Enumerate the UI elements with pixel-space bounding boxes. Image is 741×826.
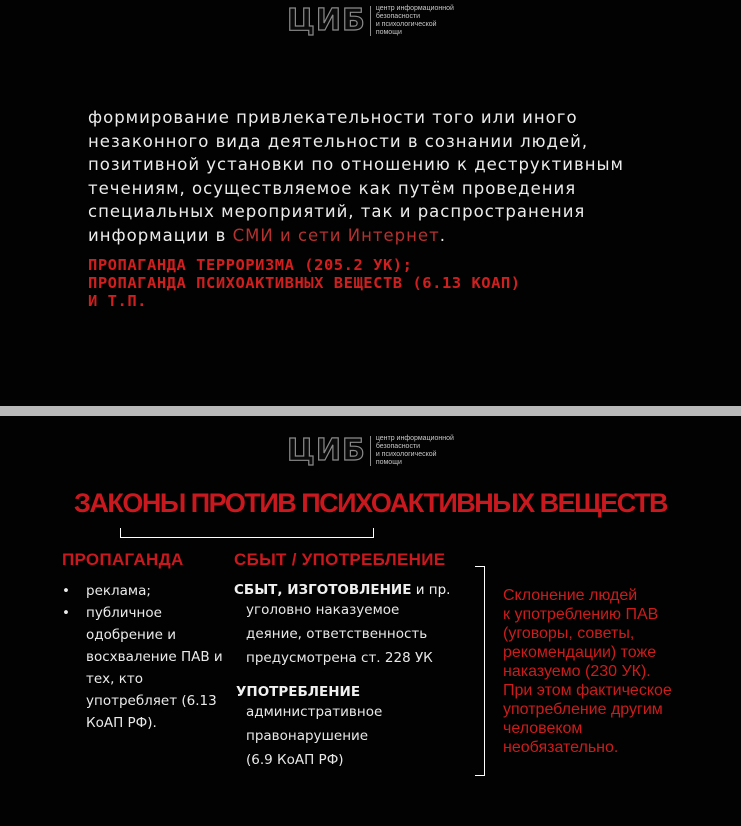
example-line: ПРОПАГАНДА ТЕРРОРИЗМА (205.2 УК); bbox=[88, 256, 413, 274]
sale-line: деяние, ответственность bbox=[246, 626, 428, 642]
logo-divider bbox=[370, 436, 371, 466]
logo bbox=[287, 5, 454, 37]
propaganda-list bbox=[62, 580, 232, 734]
use-line: правонарушение bbox=[246, 728, 369, 744]
sale-title-suffix: и пр. bbox=[411, 582, 451, 598]
sale-title: СБЫТ, ИЗГОТОВЛЕНИЕ bbox=[234, 582, 412, 598]
logo-caption-line: помощи bbox=[375, 459, 402, 466]
example-line: И Т.П. bbox=[88, 292, 147, 310]
use-description bbox=[246, 700, 382, 772]
use-line: административное bbox=[246, 704, 383, 720]
definition-main: формирование привлекательности того или иного незаконного вида деятельности в сознании людей, позитивной установки по отношению к деструктивным течениям, осуществляемое как путём проведения специальных мероприятий, так и распространения информации в bbox=[88, 108, 624, 245]
example-line: ПРОПАГАНДА ПСИХОАКТИВНЫХ ВЕЩЕСТВ (6.13 КОАП) bbox=[88, 274, 521, 292]
slide-laws bbox=[0, 416, 741, 826]
logo-mark: ЦИБ bbox=[287, 433, 366, 468]
note-line: необязательно. bbox=[503, 739, 619, 756]
sale-subheading bbox=[234, 582, 450, 598]
logo-caption bbox=[376, 435, 454, 467]
definition-text bbox=[88, 106, 698, 247]
list-item: • реклама; bbox=[62, 580, 232, 602]
propaganda-heading: ПРОПАГАНДА bbox=[62, 550, 184, 569]
note-line: Склонение людей bbox=[503, 587, 638, 604]
definition-end: . bbox=[439, 225, 446, 245]
note-line: (уговоры, советы, bbox=[503, 625, 635, 642]
note-line: рекомендации) тоже bbox=[503, 644, 657, 661]
slide-title: ЗАКОНЫ ПРОТИВ ПСИХОАКТИВНЫХ ВЕЩЕСТВ bbox=[73, 488, 668, 518]
sale-line: уголовно наказуемое bbox=[246, 602, 400, 618]
list-item: • публичное одобрение и восхваление ПАВ и тех, кто употребляет (6.13 КоАП РФ). bbox=[62, 602, 232, 734]
logo-caption-line: помощи bbox=[375, 29, 402, 36]
logo-divider bbox=[370, 6, 371, 36]
logo-caption-line: безопасности bbox=[375, 13, 421, 20]
logo-caption-line: и психологической bbox=[375, 451, 437, 458]
logo-caption-line: и психологической bbox=[375, 21, 437, 28]
inducement-note bbox=[503, 586, 739, 757]
sale-description bbox=[246, 598, 433, 670]
note-line: При этом фактическое bbox=[503, 682, 672, 699]
right-bracket bbox=[475, 566, 485, 776]
logo-caption-line: центр информационной bbox=[375, 435, 454, 442]
propaganda-examples bbox=[88, 256, 708, 310]
slide-definition bbox=[0, 0, 741, 406]
logo-mark: ЦИБ bbox=[287, 3, 366, 38]
note-line: к употреблению ПАВ bbox=[503, 606, 659, 623]
use-line: (6.9 КоАП РФ) bbox=[246, 752, 344, 768]
logo-caption-line: безопасности bbox=[375, 443, 421, 450]
logo-caption bbox=[376, 5, 454, 37]
top-bracket bbox=[120, 528, 374, 538]
logo bbox=[287, 435, 454, 467]
logo-caption-line: центр информационной bbox=[375, 5, 454, 12]
note-line: человеком bbox=[503, 720, 583, 737]
definition-highlight: СМИ и сети Интернет bbox=[232, 225, 440, 245]
sale-use-heading: СБЫТ / УПОТРЕБЛЕНИЕ bbox=[234, 550, 446, 569]
use-subheading: УПОТРЕБЛЕНИЕ bbox=[236, 684, 361, 700]
note-line: употребление другим bbox=[503, 701, 663, 718]
note-line: наказуемо (230 УК). bbox=[503, 663, 651, 680]
sale-line: предусмотрена ст. 228 УК bbox=[246, 650, 433, 666]
